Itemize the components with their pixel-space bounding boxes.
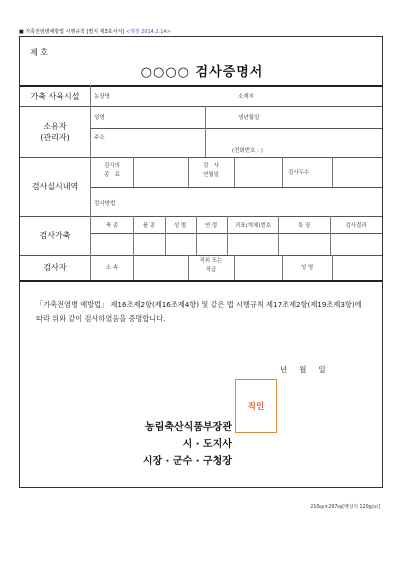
owner-phone-label: (전화번호 : )	[232, 148, 263, 154]
col-result: 검사결과	[345, 223, 367, 229]
form-reference	[19, 28, 171, 35]
issue-date-line: 년 월 일	[280, 365, 326, 374]
certification-statement: 「가축전염병 예방법」 제16조제2항(제16조제4항) 및 같은 법 시행규칙 제17조제2항(제19조제3항)에 따라 위와 같이 검사하였음을 증명합니다.	[36, 300, 362, 323]
form-reference-text: ■ 가축전염병예방법 시행규칙 [별지 제3호서식]	[19, 29, 125, 35]
section-inspector: 검사자	[43, 263, 67, 272]
col-species: 축 종	[105, 223, 119, 229]
owner-birth-label: 생년월일	[238, 115, 260, 121]
certificate-title: ○○○○ 검사증명서	[140, 65, 264, 80]
seal-label: 직인	[247, 402, 265, 412]
inspection-type-label: 검사의 종 료	[104, 163, 120, 178]
section-farm: 가축 사육시설	[30, 92, 80, 101]
inspector-position-label: 직위 또는 직급	[199, 258, 223, 273]
certificate-number-label: 제 호	[30, 48, 48, 57]
col-ear-tag: 귀표(개체)번호	[234, 223, 272, 229]
issuer-mayor: 시장 · 군수 · 구청장	[142, 456, 232, 467]
inspector-affiliation-label: 소 속	[105, 265, 119, 271]
col-sex: 성 별	[173, 223, 187, 229]
farm-name-label: 농장명	[94, 94, 110, 100]
section-owner: 소유자 (관리자)	[40, 122, 70, 142]
issuer-governor: 시 · 도지사	[182, 439, 232, 450]
inspector-name-label: 성 명	[300, 265, 314, 271]
revision-note: <개정 2014.2.14>	[125, 29, 171, 35]
col-breed: 품 종	[142, 223, 156, 229]
paper-spec: 210㎜×297㎜[백상지 120g/㎡]	[310, 505, 380, 510]
owner-name-label: 성명	[94, 115, 105, 121]
farm-location-label: 소재지	[238, 94, 254, 100]
inspection-count-label: 검사두수	[288, 170, 310, 176]
section-inspection: 검사실시내역	[31, 182, 79, 191]
certificate-form	[19, 36, 383, 488]
owner-address-label: 주소	[94, 135, 105, 141]
col-age: 연 령	[204, 223, 218, 229]
col-features: 특 징	[297, 223, 311, 229]
issuer-minister: 농림축산식품부장관	[145, 422, 232, 433]
inspection-method-label: 검사방법	[94, 201, 116, 207]
section-livestock: 검사가축	[39, 231, 71, 240]
inspection-date-label: 검 사 연월일	[203, 163, 219, 178]
official-seal-box	[235, 379, 277, 433]
